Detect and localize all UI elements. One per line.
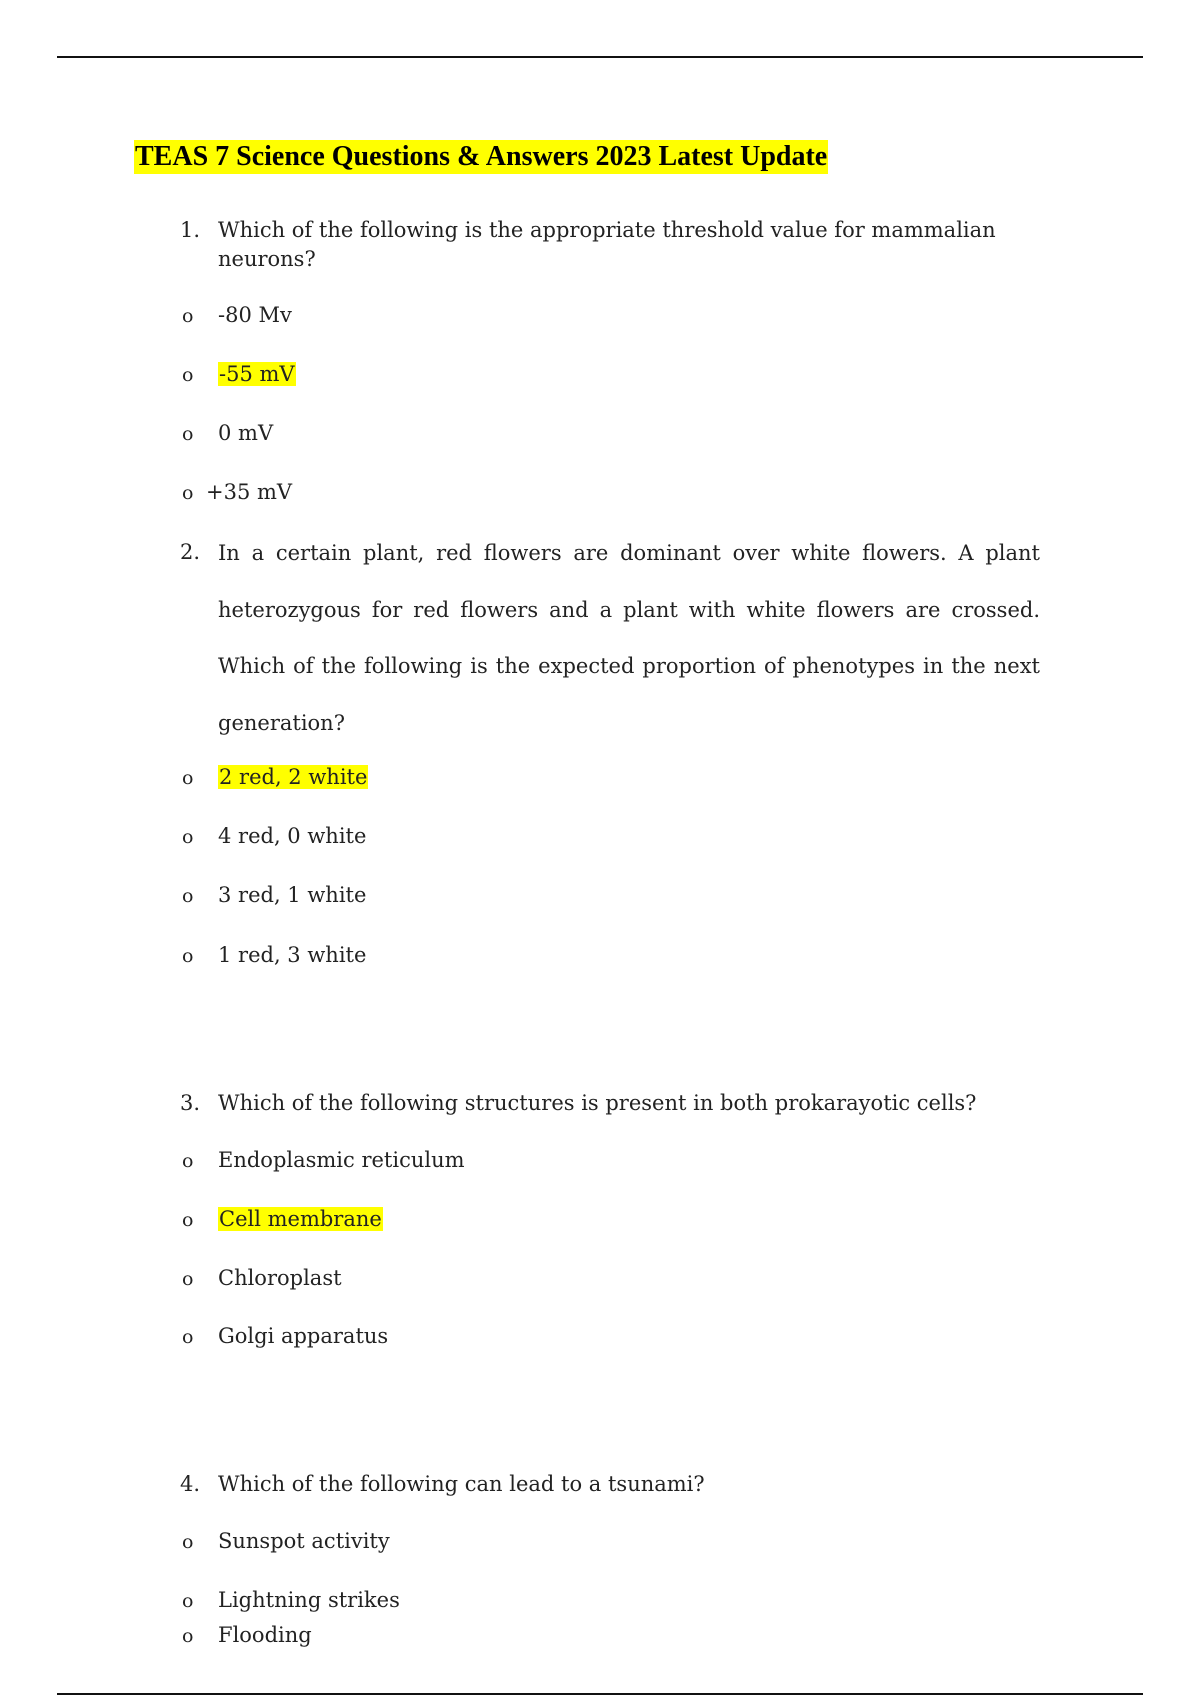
answer-option bbox=[182, 940, 366, 971]
bullet-icon: o bbox=[182, 423, 194, 445]
bullet-icon: o bbox=[182, 1531, 194, 1553]
bullet-icon: o bbox=[182, 305, 194, 327]
option-text: Chloroplast bbox=[218, 1266, 342, 1290]
answer-option bbox=[182, 1263, 342, 1294]
question-4 bbox=[180, 1470, 1040, 1499]
question-number: 4. bbox=[180, 1472, 201, 1496]
answer-option bbox=[182, 1145, 465, 1176]
answer-option bbox=[182, 1526, 390, 1557]
option-text: 4 red, 0 white bbox=[218, 824, 367, 848]
option-text: Golgi apparatus bbox=[218, 1324, 389, 1348]
question-text: In a certain plant, red flowers are dominant over white flowers. A plant heterozygous for red flowers and a plant with white flowers are crossed. Which of the following is the expected proportion of phenotypes in the next generation? bbox=[218, 541, 1040, 735]
answer-option-correct bbox=[182, 1204, 383, 1235]
question-number: 1. bbox=[180, 218, 201, 242]
bullet-icon: o bbox=[182, 1326, 194, 1348]
option-text: Sunspot activity bbox=[218, 1529, 390, 1553]
option-text: 3 red, 1 white bbox=[218, 883, 367, 907]
answer-option bbox=[182, 821, 366, 852]
question-number: 2. bbox=[180, 540, 201, 564]
question-text: Which of the following structures is present in both prokarayotic cells? bbox=[218, 1091, 977, 1115]
answer-option bbox=[182, 418, 273, 449]
footer-rule bbox=[57, 1693, 1143, 1695]
bullet-icon: o bbox=[182, 1209, 194, 1231]
bullet-icon: o bbox=[182, 1268, 194, 1290]
option-text-highlighted: 2 red, 2 white bbox=[219, 765, 368, 789]
question-1 bbox=[180, 216, 1040, 274]
answer-option bbox=[182, 880, 366, 911]
answer-option-correct bbox=[182, 359, 296, 390]
bullet-icon: o bbox=[182, 1590, 194, 1612]
question-number: 3. bbox=[180, 1091, 201, 1115]
bullet-icon: o bbox=[182, 1625, 194, 1647]
option-text-highlighted: Cell membrane bbox=[219, 1207, 382, 1231]
answer-option bbox=[182, 1620, 312, 1651]
answer-option bbox=[182, 477, 292, 508]
option-text: -80 Mv bbox=[218, 303, 292, 327]
bullet-icon: o bbox=[182, 885, 194, 907]
answer-option bbox=[182, 300, 292, 331]
bullet-icon: o bbox=[182, 945, 194, 967]
bullet-icon: o bbox=[182, 1150, 194, 1172]
option-text: +35 mV bbox=[206, 480, 293, 504]
option-text: Flooding bbox=[218, 1623, 312, 1647]
question-3 bbox=[180, 1089, 1040, 1118]
header-rule bbox=[57, 56, 1143, 58]
answer-option bbox=[182, 1585, 400, 1616]
answer-option-correct bbox=[182, 762, 368, 793]
bullet-icon: o bbox=[182, 364, 194, 386]
bullet-icon: o bbox=[182, 767, 194, 789]
question-2 bbox=[180, 525, 1040, 751]
option-text: Lightning strikes bbox=[218, 1588, 400, 1612]
bullet-icon: o bbox=[182, 482, 194, 504]
option-text: 0 mV bbox=[218, 421, 274, 445]
question-text: Which of the following can lead to a tsunami? bbox=[218, 1472, 705, 1496]
page-title: TEAS 7 Science Questions & Answers 2023 Latest Update bbox=[135, 141, 828, 172]
option-text: 1 red, 3 white bbox=[218, 943, 367, 967]
bullet-icon: o bbox=[182, 826, 194, 848]
option-text-highlighted: -55 mV bbox=[219, 362, 295, 386]
option-text: Endoplasmic reticulum bbox=[218, 1148, 465, 1172]
question-text: Which of the following is the appropriate threshold value for mammalian neurons? bbox=[218, 218, 996, 271]
answer-option bbox=[182, 1321, 388, 1352]
